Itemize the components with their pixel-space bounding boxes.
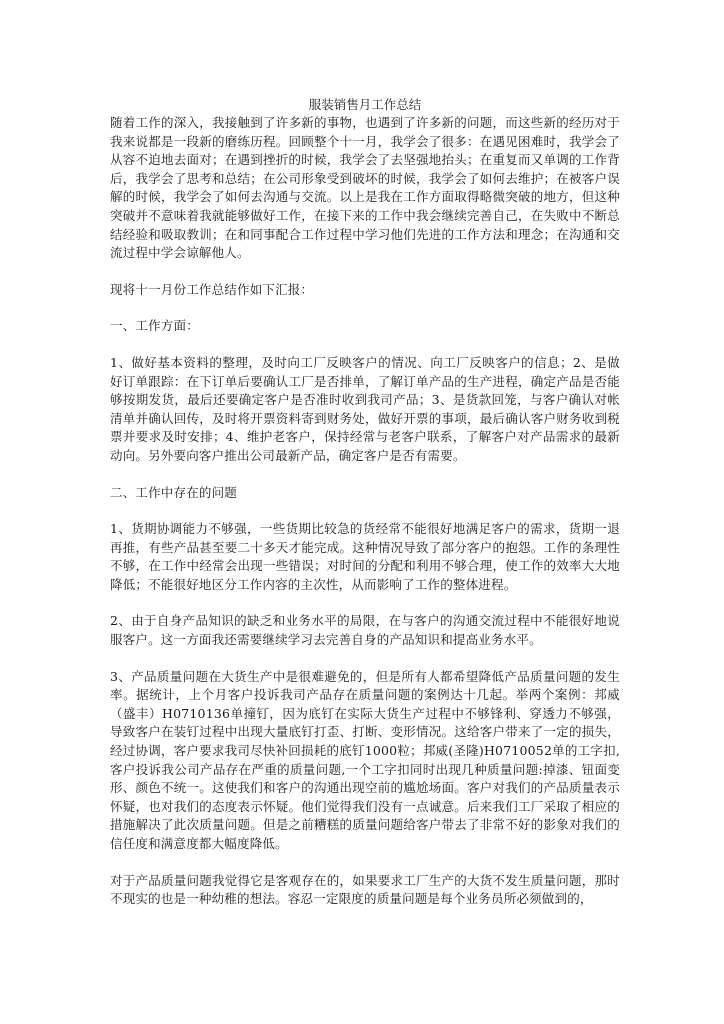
section1-body: 1、做好基本资料的整理，及时向工厂反映客户的情况、向工厂反映客户的信息；2、是做好订单跟踪：在下订单后要确认工厂是否排单，了解订单产品的生产进程，确定产品是否能够按期发货，最后还要确定客户是否准时收到我司产品；3、是货款回笼，与客户确认对帐清单并确认回传，及时将开票资料寄到财务处，做好开票的事项，最后确认客户财务收到税票并要求及时安排；4、维护老客户，保持经常与老客户联系，了解客户对产品需求的最新动向。另外要向客户推出公司最新产品，确定客户是否有需要。 bbox=[110, 354, 620, 463]
problem-1-paragraph: 1、货期协调能力不够强，一些货期比较急的货经常不能很好地满足客户的需求，货期一退再推，有些产品甚至要二十多天才能完成。这种情况导致了部分客户的抱怨。工作的条理性不够，在工作中经常会出现一些错误；对时间的分配和利用不够合理，使工作的效率大大地降低；不能很好地区分工作内容的主次性，从而影响了工作的整体进程。 bbox=[110, 521, 620, 592]
problem-3-paragraph: 3、产品质量问题在大货生产中是很难避免的，但是所有人都希望降低产品质量问题的发生率。据统计，上个月客户投诉我司产品存在质量问题的案例达十几起。举两个案例：邦威（盛丰）H0710136单撞钉，因为底钉在实际大货生产过程中不够锋利、穿透力不够强，导致客户在装钉过程中出现大量底钉打歪、打断、变形情况。这给客户带来了一定的损失，经过协调，客户要求我司尽快补回损耗的底钉1000粒；邦威(圣隆)H0710052单的工字扣,客户投诉我公司产品存在严重的质量问题,一个工字扣同时出现几种质量问题:掉漆、钮面变形、颜色不统一。这使我们和客户的沟通出现空前的尴尬场面。客户对我们的产品质量表示怀疑，也对我们的态度表示怀疑。他们觉得我们没有一点诚意。后来我们工厂采取了相应的措施解决了此次质量问题。但是之前糟糕的质量问题给客户带去了非常不好的影象对我们的信任度和满意度都大幅度降低。 bbox=[110, 668, 620, 851]
intro-paragraph: 随着工作的深入，我接触到了许多新的事物，也遇到了许多新的问题，而这些新的经历对于我来说都是一段新的磨练历程。回顾整个十一月，我学会了很多：在遇见困难时，我学会了从容不迫地去面对；在遇到挫折的时候，我学会了去坚强地抬头；在重复而又单调的工作背后，我学会了思考和总结；在公司形象受到破坏的时候，我学会了如何去维护；在被客户误解的时候，我学会了如何去沟通与交流。以上是我在工作方面取得略微突破的地方，但这种突破并不意味着我就能够做好工作，在接下来的工作中我会继续完善自己，在失败中不断总结经验和吸取教训；在和同事配合工作过程中学习他们先进的工作方法和理念；在沟通和交流过程中学会谅解他人。 bbox=[110, 115, 620, 261]
section2-heading: 二、工作中存在的问题 bbox=[110, 484, 238, 500]
document-title: 服装销售月工作总结 bbox=[308, 97, 422, 112]
closing-paragraph: 对于产品质量问题我觉得它是客观存在的，如果要求工厂生产的大货不发生质量问题，那时不现实的也是一种幼稚的想法。容忍一定限度的质量问题是每个业务员所必须做到的， bbox=[110, 872, 620, 907]
document-page bbox=[110, 95, 620, 909]
problem-2-paragraph: 2、由于自身产品知识的缺乏和业务水平的局限，在与客户的沟通交流过程中不能很好地说服客户。这一方面我还需要继续学习去完善自身的产品知识和提高业务水平。 bbox=[110, 613, 620, 648]
report-intro: 现将十一月份工作总结作如下汇报： bbox=[110, 281, 314, 297]
section1-heading: 一、工作方面： bbox=[110, 318, 199, 334]
